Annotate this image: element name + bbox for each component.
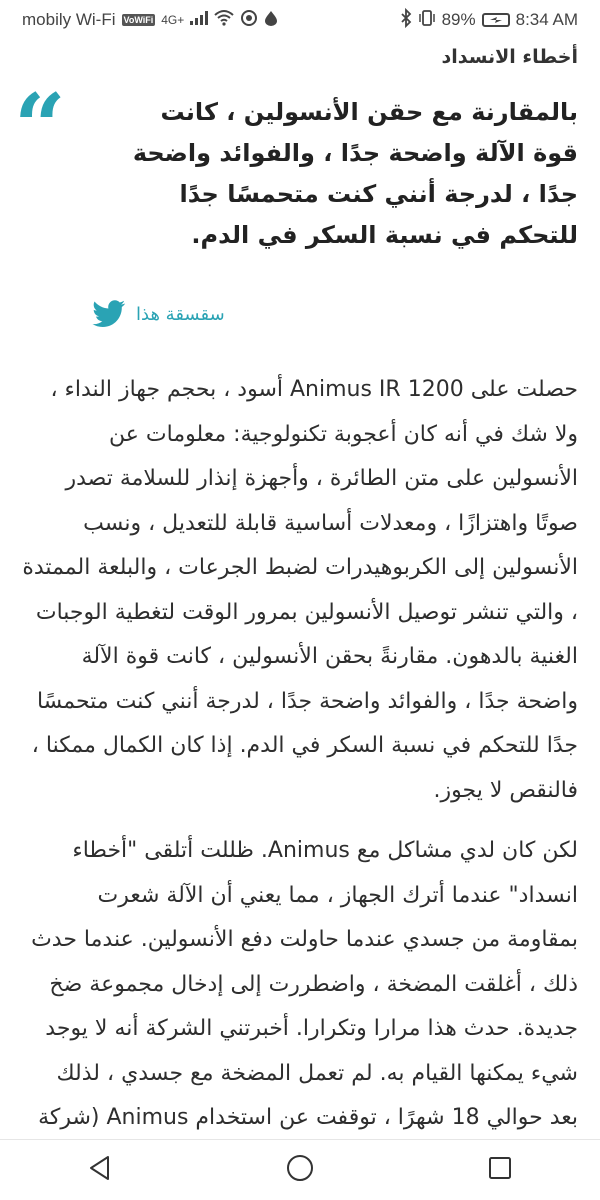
navigation-bar — [0, 1139, 600, 1200]
back-button[interactable] — [70, 1140, 130, 1200]
status-bar — [0, 0, 600, 40]
quote-text: بالمقارنة مع حقن الأنسولين ، كانت قوة الآلة واضحة جدًا ، والفوائد واضحة جدًا ، لدرجة أنني كنت متحمسًا جدًا للتحكم في نسبة السكر في الدم. — [132, 98, 578, 249]
vibrate-icon — [418, 10, 436, 31]
battery-charging-icon — [482, 13, 510, 27]
vowifi-badge: VoWiFi — [123, 15, 154, 25]
tweet-this-link[interactable] — [92, 300, 225, 328]
home-button[interactable] — [270, 1140, 330, 1200]
paragraph-2: لكن كان لدي مشاكل مع Animus. ظللت أتلقى "أخطاء انسداد" عندما أترك الجهاز ، مما يعني أن الآلة شعرت بمقاومة من جسدي عندما حاولت دفع الأنسولين. عندما حدث ذلك ، أغلقت المضخة ، واضطررت إلى إدخال مجموعة ضخ جديدة. حدث هذا مرارا وتكرارا. أخبرتني الشركة أنه لا يوجد شيء يمكنها القيام به. لم تعمل المضخة مع جسدي ، لذلك بعد حوالي 18 شهرًا ، توقفت عن استخدام Animus (شركة — [31, 838, 578, 1130]
quote-block — [14, 74, 578, 325]
status-left — [22, 9, 278, 32]
notification-dot-icon — [264, 10, 278, 31]
article-content — [0, 40, 600, 1140]
section-heading: أخطاء الانسداد — [441, 46, 578, 68]
clock: 8:34 AM — [515, 10, 578, 29]
home-circle-icon — [286, 1154, 314, 1186]
twitter-icon[interactable] — [92, 300, 126, 328]
signal-icon — [190, 10, 208, 30]
network-type: 4G+ — [161, 13, 185, 27]
carrier-label: mobily Wi-Fi — [22, 10, 116, 29]
quote-mark-icon: “ — [14, 74, 66, 180]
recents-square-icon — [488, 1156, 512, 1184]
whatsapp-icon — [240, 9, 258, 32]
wifi-icon — [214, 10, 234, 31]
tweet-this-label[interactable]: سقسقة هذا — [136, 303, 225, 325]
paragraph-1: حصلت على Animus IR 1200 أسود ، بحجم جهاز النداء ، ولا شك في أنه كان أعجوبة تكنولوجية: معلومات عن الأنسولين على متن الطائرة ، وأجهزة إنذار للسلامة تصدر صوتًا واهتزازًا ، ومعدلات أساسية قابلة للتعديل ، ونسب الأنسولين إلى الكربوهيدرات لضبط الجرعات ، والبلعة الممتدة ، والتي تنشر توصيل الأنسولين بمرور الوقت لتغطية الوجبات الغنية بالدهون. مقارنةً بحقن الأنسولين ، كانت قوة الآلة واضحة جدًا ، والفوائد واضحة جدًا ، لدرجة أنني كنت متحمسًا جدًا للتحكم في نسبة السكر في الدم. إذا كان الكمال ممكنا ، فالنقص لا يجوز. — [22, 377, 578, 803]
back-triangle-icon — [88, 1155, 112, 1185]
recents-button[interactable] — [470, 1140, 530, 1200]
bluetooth-icon — [400, 9, 412, 32]
status-right — [400, 9, 578, 32]
battery-percent: 89% — [441, 10, 476, 29]
